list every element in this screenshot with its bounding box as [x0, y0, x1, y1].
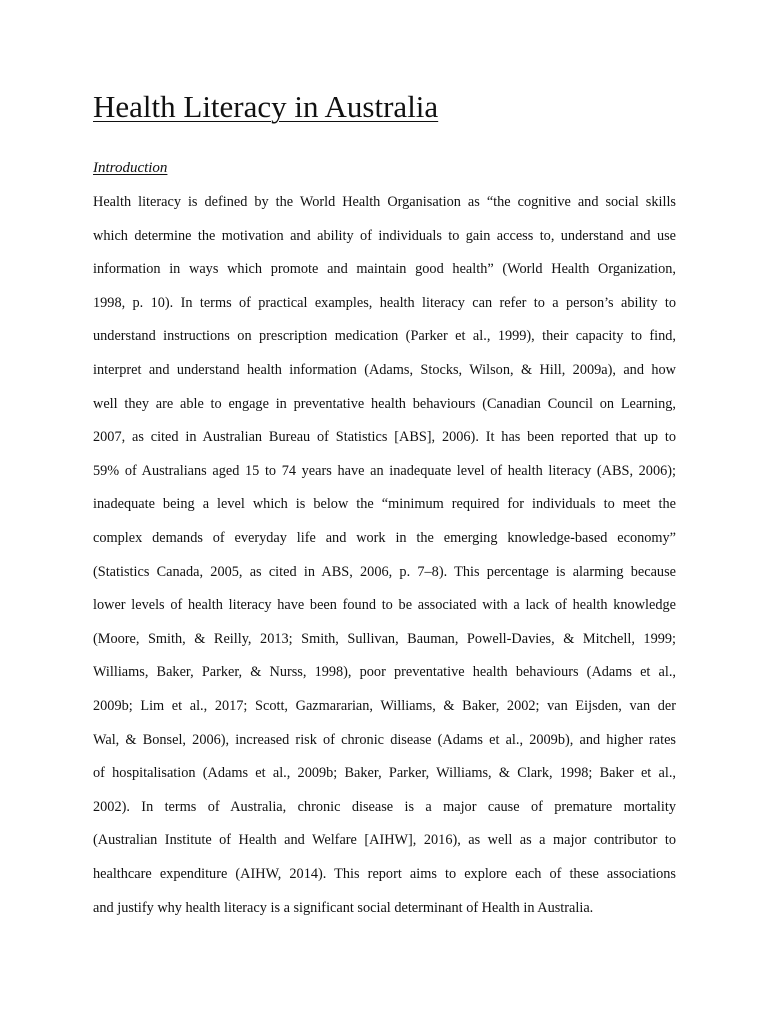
- paragraph-line: healthcare expenditure (AIHW, 2014). This report aims to explore each of these associations: [93, 866, 676, 882]
- paragraph-line: 1998, p. 10). In terms of practical examples, health literacy can refer to a person’s ability to: [93, 295, 676, 311]
- paragraph-line: lower levels of health literacy have been found to be associated with a lack of health knowledge: [93, 597, 676, 613]
- paragraph-line: 2009b; Lim et al., 2017; Scott, Gazmararian, Williams, & Baker, 2002; van Eijsden, van der: [93, 698, 676, 714]
- paragraph-line: Wal, & Bonsel, 2006), increased risk of chronic disease (Adams et al., 2009b), and higher rates: [93, 732, 676, 748]
- paragraph-line: interpret and understand health information (Adams, Stocks, Wilson, & Hill, 2009a), and how: [93, 362, 676, 378]
- paragraph-line: which determine the motivation and ability of individuals to gain access to, understand and use: [93, 228, 676, 244]
- paragraph-line: Health literacy is defined by the World Health Organisation as “the cognitive and social skills: [93, 194, 676, 210]
- paragraph-line: 2002). In terms of Australia, chronic disease is a major cause of premature mortality: [93, 799, 676, 815]
- paragraph-line: Williams, Baker, Parker, & Nurss, 1998), poor preventative health behaviours (Adams et al.,: [93, 664, 676, 680]
- paragraph-line: complex demands of everyday life and work in the emerging knowledge-based economy”: [93, 530, 676, 546]
- paragraph-line: inadequate being a level which is below the “minimum required for individuals to meet the: [93, 496, 676, 512]
- paragraph-line: 59% of Australians aged 15 to 74 years have an inadequate level of health literacy (ABS, 2006);: [93, 463, 676, 479]
- document-title: Health Literacy in Australia: [93, 89, 439, 124]
- paragraph-line: 2007, as cited in Australian Bureau of Statistics [ABS], 2006). It has been reported that up to: [93, 429, 676, 445]
- paragraph-line: information in ways which promote and maintain good health” (World Health Organization,: [93, 261, 676, 277]
- paragraph-line: of hospitalisation (Adams et al., 2009b; Baker, Parker, Williams, & Clark, 1998; Baker et al.,: [93, 765, 676, 781]
- paragraph-line: well they are able to engage in preventative health behaviours (Canadian Council on Learning,: [93, 396, 676, 412]
- paragraph-line: (Moore, Smith, & Reilly, 2013; Smith, Sullivan, Bauman, Powell-Davies, & Mitchell, 1999;: [93, 631, 676, 647]
- paragraph-line: (Australian Institute of Health and Welfare [AIHW], 2016), as well as a major contributor to: [93, 832, 676, 848]
- paragraph-line: understand instructions on prescription medication (Parker et al., 1999), their capacity to find,: [93, 328, 676, 344]
- section-heading-introduction: Introduction: [93, 160, 168, 176]
- paragraph-line: and justify why health literacy is a significant social determinant of Health in Australia.: [93, 900, 594, 916]
- paragraph-line: (Statistics Canada, 2005, as cited in ABS, 2006, p. 7–8). This percentage is alarming because: [93, 564, 676, 580]
